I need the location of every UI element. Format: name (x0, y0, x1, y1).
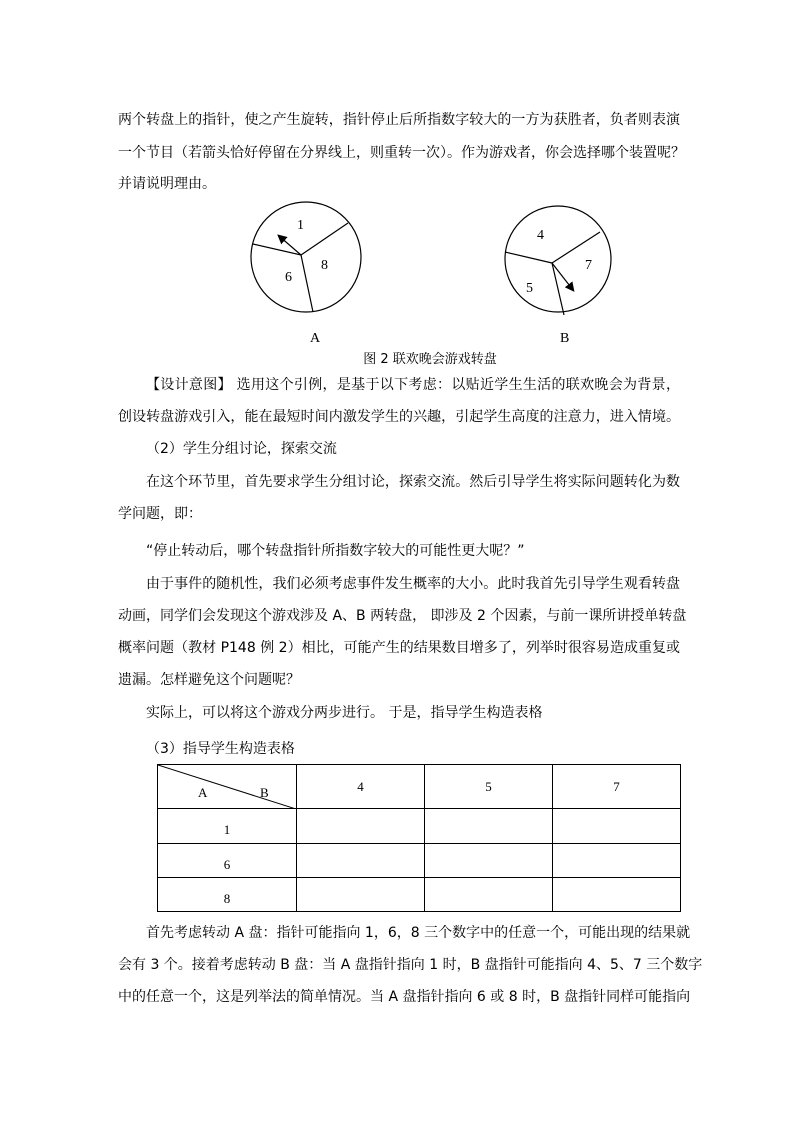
corner-col-label: B (260, 785, 269, 800)
section-heading: （3）指导学生构造表格 (146, 741, 295, 757)
paragraph-line: 学问题，即： (118, 506, 202, 522)
table-cell (297, 809, 425, 844)
paragraph-line: 遗漏。怎样避免这个问题呢？ (118, 672, 300, 688)
paragraph-line: 首先考虑转动 A 盘：指针可能指向 1，6，8 三个数字中的任意一个，可能出现的结果就 (146, 925, 691, 941)
column-header: 4 (297, 765, 425, 809)
table-row (158, 878, 681, 912)
table-cell (425, 878, 553, 912)
corner-row-label: A (198, 785, 208, 800)
section-heading: （2）学生分组讨论，探索交流 (146, 441, 337, 457)
spinner-a-number: 8 (321, 258, 328, 273)
column-header: 5 (425, 765, 553, 809)
table-row (158, 809, 681, 844)
paragraph-line: 中的任意一个，这是列举法的简单情况。当 A 盘指针指向 6 或 8 时，B 盘指针同样可能指向 (118, 989, 691, 1005)
paragraph-line: 会有 3 个。接着考虑转动 B 盘：当 A 盘指针指向 1 时，B 盘指针可能指向 4、5、7 三个数字 (118, 957, 703, 973)
table-cell (297, 878, 425, 912)
table-cell (425, 809, 553, 844)
table-cell (553, 844, 681, 878)
spinner-b-label: B (560, 331, 570, 346)
figure-caption: 图 2 联欢晚会游戏转盘 (363, 352, 497, 367)
table-corner-cell (158, 765, 297, 809)
paragraph-line: 在这个环节里，首先要求学生分组讨论，探索交流。然后引导学生将实际问题转化为数 (146, 474, 680, 490)
paragraph-line: 实际上，可以将这个游戏分两步进行。 于是，指导学生构造表格 (146, 705, 543, 721)
design-intent-line: 创设转盘游戏引入，能在最短时间内激发学生的兴趣，引起学生高度的注意力，进入情境。 (118, 409, 680, 425)
spinner-a (251, 202, 361, 312)
table-cell (553, 878, 681, 912)
quote: “停止转动后，哪个转盘指针所指数字较大的可能性更大呢？” (146, 543, 525, 559)
spinner-b-number: 4 (537, 228, 544, 243)
spinner-a-label: A (310, 331, 321, 346)
spinner-figure (0, 0, 794, 380)
paragraph-line: 两个转盘上的指针，使之产生旋转，指针停止后所指数字较大的一方为获胜者，负者则表演 (118, 112, 680, 128)
table-row (158, 844, 681, 878)
table-cell (553, 809, 681, 844)
spinner-b (505, 206, 611, 315)
paragraph-line: 一个节目（若箭头恰好停留在分界线上，则重转一次）。作为游戏者，你会选择哪个装置呢？ (118, 145, 685, 161)
row-header: 8 (158, 878, 297, 912)
row-header: 1 (158, 809, 297, 844)
spinner-a-number: 1 (297, 218, 304, 233)
outcome-table (157, 764, 681, 912)
row-header: 6 (158, 844, 297, 878)
table-header-row (158, 765, 681, 809)
paragraph-line: 动画，同学们会发现这个游戏涉及 A、B 两转盘， 即涉及 2 个因素，与前一课所讲授单转盘 (118, 608, 687, 624)
spinner-a-number: 6 (285, 270, 292, 285)
table-cell (297, 844, 425, 878)
spinner-b-number: 5 (526, 281, 533, 296)
paragraph-line: 由于事件的随机性，我们必须考虑事件发生概率的大小。此时我首先引导学生观看转盘 (146, 576, 680, 592)
column-header: 7 (553, 765, 681, 809)
diagonal-line (158, 765, 296, 809)
design-intent-line: 【设计意图】 选用这个引例，是基于以下考虑：以贴近学生生活的联欢晚会为背景， (146, 377, 680, 393)
table-cell (425, 844, 553, 878)
paragraph-line: 并请说明理由。 (118, 176, 216, 192)
spinner-b-number: 7 (585, 258, 592, 273)
paragraph-line: 概率问题（教材 P148 例 2）相比，可能产生的结果数目增多了，列举时很容易造成重复或 (118, 640, 680, 656)
